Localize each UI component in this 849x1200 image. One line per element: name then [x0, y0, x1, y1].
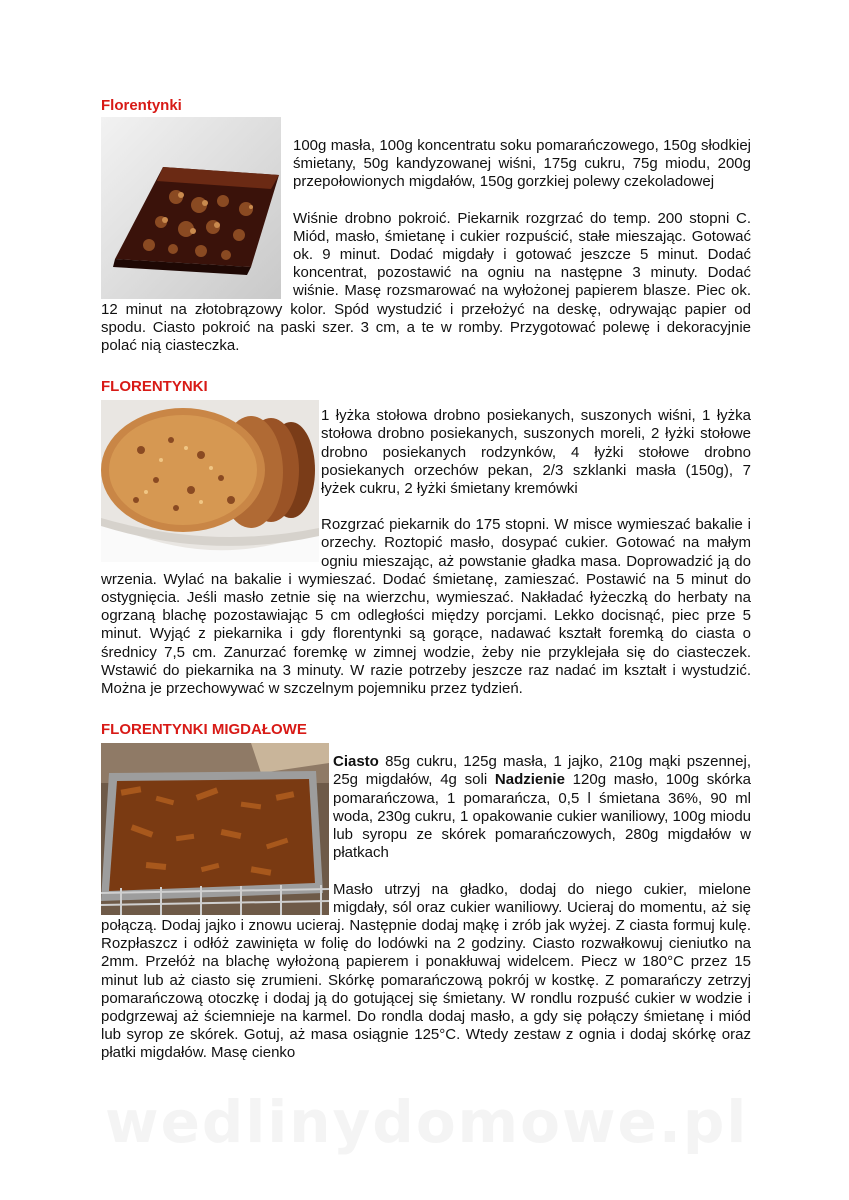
recipe-florentynki: [101, 96, 751, 355]
ingredients-text: 1 łyżka stołowa drobno posiekanych, suszonych wiśni, 1 łyżka stołowa drobno posiekanych, suszonych moreli, 2 łyżki stołowe drobno posiekanych rodzynków, 4 łyżki stołowe drobno posiekanych orzechów pekan, 2/3 szklanki masła (150g), 7 łyżek cukru, 2 łyżki śmietany kremówki: [321, 407, 751, 498]
dough-label: Ciasto: [333, 753, 379, 771]
method-text: Wiśnie drobno pokroić. Piekarnik rozgrzać do temp. 200 stopni C. Miód, masło, śmietanę i cukier rozpuścić, stałe mieszając. Gotować ok. 9 minut. Dodać migdały i gotować jeszcze 5 minut. Dodać koncentrat, pozostawić na ogniu na następne 3 minuty. Dodać wiśnie. Masę rozsmarować na wyłożonej papierem blasze. Piec ok. 12 minut na złotobrązowy kolor. Spód wystudzić i przełożyć na deskę, odrywając papier od spodu. Ciasto pokroić na paski szer. 3 cm, a te w romby. Przygotować polewę i dekoracyjnie polać nią ciasteczka.: [101, 209, 751, 355]
watermark: wedlinydomowe.pl: [105, 1088, 749, 1156]
recipe-florentynki-2: [101, 377, 751, 698]
document-page: [101, 96, 751, 1063]
method-text: Masło utrzyj na gładko, dodaj do niego cukier, mielone migdały, sól oraz cukier waniliowy. Ucieraj do momentu, aż się połączą. Dodaj jajko i znowu ucieraj. Następnie dodaj mąkę i zrób jak wyżej. Z ciasta formuj kulę. Rozpłaszcz i odłóż zawinięta w folię do lodówki na 2 godziny. Ciasto rozwałkowuj cieniutko na 2mm. Przełóż na blachę wyłożoną papierem i ponakłuwaj widelcem. Piecz w 180°C przez 15 minut lub aż ciasto się zrumieni. Skórkę pomarańczową pokrój w kostkę. Z pomarańczy zetrzyj pomarańczową otoczkę i dodaj ją do gotującej się śmietany. W rondlu rozpuść cukier w wodzie i podgrzewaj aż ściemnieje na karmel. Do rondla dodaj masło, a gdy się połączy śmietanę i miód lub syrop ze skórek. Gotuj, aż masa osiągnie 125°C. Wtedy zestaw z ognia i dodaj skórkę oraz płatki migdałów. Masę cienko: [101, 880, 751, 1062]
recipe-florentynki-migdalowe: [101, 720, 751, 1062]
recipe-title: Florentynki: [101, 97, 182, 114]
recipe-title: FLORENTYNKI: [101, 378, 208, 396]
cookies-plate-photo: [101, 400, 319, 562]
recipe-title: FLORENTYNKI MIGDAŁOWE: [101, 721, 307, 739]
method-text: Rozgrzać piekarnik do 175 stopni. W misce wymieszać bakalie i orzechy. Roztopić masło, dosypać cukier. Gotować na małym ogniu mieszając, aż powstanie gładka masa. Doprowadzić ją do wrzenia. Wylać na bakalie i wymieszać. Dodać śmietanę, zamieszać. Postawić na 5 minut do ostygnięcia. Jeśli masło zetnie się na wierzchu, wymieszać. Nakładać łyżeczką do herbaty na ogrzaną blachę pozostawiając 5 cm odległości między porcjami. Lekko docisnąć, piec prze 5 minut. Wyjąć z piekarnika i gdy florentynki są gorące, nadawać kształt foremką do ciasta o średnicy 7,5 cm. Zanurzać foremkę w zimnej wodzie, żeby nie przyklejała się do ciasteczek. Wstawić do piekarnika na 3 minuty. W razie potrzeby jeszcze raz nadać im kształt i wystudzić. Można je przechowywać w szczelnym pojemniku przez tydzień.: [101, 516, 751, 698]
baking-tray-photo: [101, 743, 329, 915]
filling-label: Nadzienie: [494, 771, 565, 789]
dough-ingredients: 85g cukru, 125g masła, 1 jajko, 210g mąki pszennej, 25g migdałów, 4g soli: [333, 753, 751, 789]
florentine-bar-photo: [101, 117, 281, 299]
ingredients-text: 100g masła, 100g koncentratu soku pomarańczowego, 150g słodkiej śmietany, 50g kandyzowanej wiśni, 175g cukru, 75g miodu, 200g przepołowionych migdałów, 150g gorzkiej polewy czekoladowej: [293, 137, 751, 191]
filling-ingredients: 120g masło, 100g skórka pomarańczowa, 1 pomarańcza, 0,5 l śmietana 36%, 90 ml woda, 230g cukru, 1 opakowanie cukier waniliowy, 100g miodu lub syropu ze skórek pomarańczowych, 280g migdałów w płatkach: [333, 771, 751, 862]
